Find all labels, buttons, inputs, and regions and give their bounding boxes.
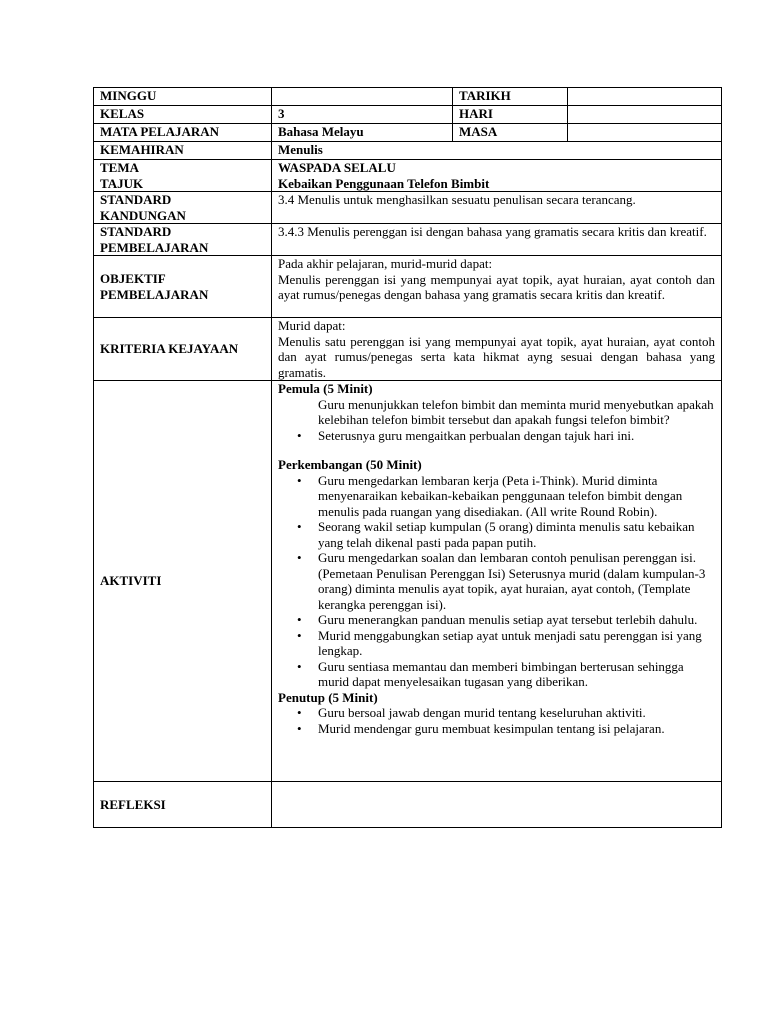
tajuk-label: TAJUK [100,175,144,191]
list-item: • Murid menggabungkan setiap ayat untuk menjadi satu perenggan isi yang lengkap. [278,628,715,659]
row-objektif [94,256,722,318]
row-minggu [94,88,722,106]
perkembangan-list [278,473,715,690]
tema-label: TEMA [100,160,139,175]
row-refleksi [94,782,722,828]
standard-kandungan-label-1: STANDARD [100,192,172,207]
kriteria-label: KRITERIA KEJAYAAN [94,318,272,381]
objektif-label-1: OBJEKTIF [100,271,166,286]
hari-value [568,106,722,124]
aktiviti-label: AKTIVITI [94,381,272,782]
row-aktiviti [94,381,722,782]
row-standard-pembelajaran [94,224,722,256]
kriteria-intro: Murid dapat: [278,318,346,333]
kelas-label: KELAS [94,106,272,124]
masa-value [568,124,722,142]
standard-pembelajaran-label [94,224,272,256]
standard-kandungan-label [94,192,272,224]
pemula-list [278,397,715,444]
row-kemahiran [94,142,722,160]
minggu-label: MINGGU [94,88,272,106]
objektif-value [272,256,722,318]
kemahiran-label: KEMAHIRAN [94,142,272,160]
objektif-label-2: PEMBELAJARAN [100,286,209,302]
list-item: • Guru mengedarkan lembaran kerja (Peta i-Think). Murid diminta menyenaraikan kebaikan-kebaikan penggunaan telefon bimbit dengan menulis pada ruangan yang disediakan. (All write Round Robin). [278,473,715,520]
penutup-title: Penutup (5 Minit) [278,689,378,705]
aktiviti-value [272,381,722,782]
list-item: • Guru mengedarkan soalan dan lembaran contoh penulisan perenggan isi. (Pemetaan Penulisan Perenggan Isi) Seterusnya murid (dalam kumpulan-3 orang) diminta menulis ayat topik, ayat huraian, ayat contoh, (Template kerangka perenggan isi). [278,550,715,612]
kemahiran-value: Menulis [272,142,722,160]
pemula-title: Pemula (5 Minit) [278,381,373,396]
tajuk-value: Kebaikan Penggunaan Telefon Bimbit [278,175,490,191]
row-standard-kandungan [94,192,722,224]
standard-pembelajaran-label-1: STANDARD [100,224,172,239]
standard-kandungan-label-2: KANDUNGAN [100,207,186,223]
mata-pelajaran-label: MATA PELAJARAN [94,124,272,142]
row-tema-tajuk [94,160,722,192]
list-item: • Guru bersoal jawab dengan murid tentang keseluruhan aktiviti. [278,705,715,721]
masa-label: MASA [453,124,568,142]
hari-label: HARI [453,106,568,124]
kriteria-value [272,318,722,381]
list-item: • Murid mendengar guru membuat kesimpulan tentang isi pelajaran. [278,721,715,737]
tema-tajuk-label [94,160,272,192]
lesson-plan-table [93,87,722,828]
mata-pelajaran-value: Bahasa Melayu [272,124,453,142]
tema-value: WASPADA SELALU [278,160,396,175]
kelas-value: 3 [272,106,453,124]
refleksi-label: REFLEKSI [94,782,272,828]
row-mata-pelajaran [94,124,722,142]
objektif-intro: Pada akhir pelajaran, murid-murid dapat: [278,256,493,271]
tarikh-value [568,88,722,106]
row-kriteria [94,318,722,381]
standard-kandungan-value: 3.4 Menulis untuk menghasilkan sesuatu penulisan secara terancang. [272,192,722,224]
minggu-value [272,88,453,106]
list-item: • Seterusnya guru mengaitkan perbualan dengan tajuk hari ini. [278,428,715,444]
penutup-list [278,705,715,736]
perkembangan-title: Perkembangan (50 Minit) [278,457,422,472]
list-item: • Seorang wakil setiap kumpulan (5 orang) diminta menulis satu kebaikan yang telah dikenal pasti pada papan putih. [278,519,715,550]
list-item: • Guru sentiasa memantau dan memberi bimbingan berterusan sehingga murid dapat menyelesaikan tugasan yang diberikan. [278,659,715,690]
tema-tajuk-value [272,160,722,192]
standard-pembelajaran-label-2: PEMBELAJARAN [100,239,209,255]
list-item: Guru menunjukkan telefon bimbit dan meminta murid menyebutkan apakah kelebihan telefon bimbit tersebut dan apakah fungsi telefon bimbit? [318,396,714,427]
tarikh-label: TARIKH [453,88,568,106]
row-kelas [94,106,722,124]
objektif-label [94,256,272,318]
list-item: • Guru menerangkan panduan menulis setiap ayat tersebut terlebih dahulu. [278,612,715,628]
standard-pembelajaran-value: 3.4.3 Menulis perenggan isi dengan bahasa yang gramatis secara kritis dan kreatif. [272,224,722,256]
objektif-text: Menulis perenggan isi yang mempunyai ayat topik, ayat huraian, ayat contoh dan ayat rumus/penegas dengan bahasa yang gramatis secara kritis dan kreatif. [278,271,715,302]
kriteria-text: Menulis satu perenggan isi yang mempunyai ayat topik, ayat huraian, ayat contoh dan ayat rumus/penegas serta kata hikmat ayng sesuai dengan bahasa yang gramatis. [278,333,715,380]
refleksi-value [272,782,722,828]
